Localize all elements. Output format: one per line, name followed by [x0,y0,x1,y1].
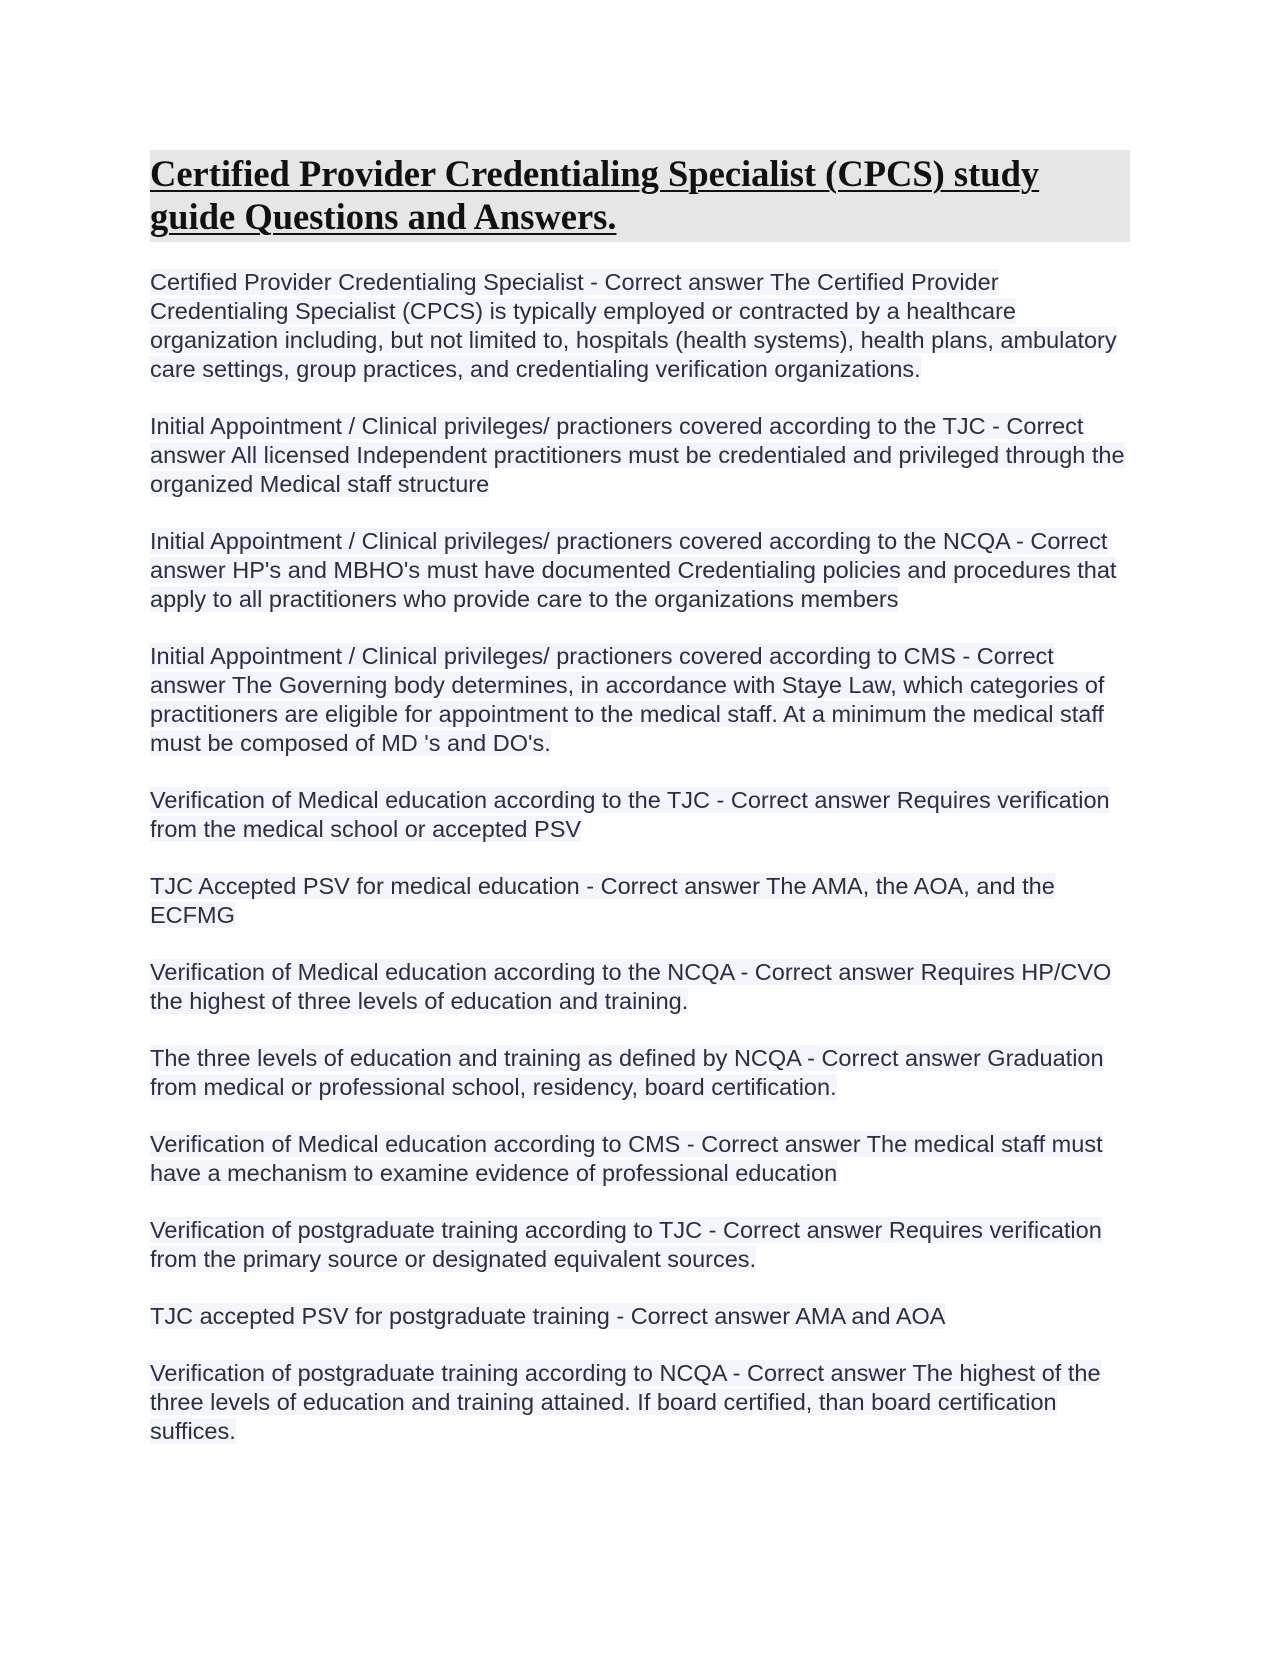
qa-item: TJC Accepted PSV for medical education - Correct answer The AMA, the AOA, and the ECFMG [150,873,1055,928]
qa-item: Verification of Medical education according to the TJC - Correct answer Requires verification from the medical school or accepted PSV [150,787,1110,842]
qa-item: Initial Appointment / Clinical privileges/ practioners covered according to CMS - Correct answer The Governing body determines, in accordance with Staye Law, which categories of practitioners are eligible for appointment to the medical staff. At a minimum the medical staff must be composed of MD 's and DO's. [150,643,1105,756]
qa-item: Verification of postgraduate training according to TJC - Correct answer Requires verification from the primary source or designated equivalent sources. [150,1217,1102,1272]
document-page [150,150,1130,1474]
qa-item: Verification of Medical education according to CMS - Correct answer The medical staff must have a mechanism to examine evidence of professional education [150,1131,1103,1186]
qa-item: Initial Appointment / Clinical privileges/ practioners covered according to the TJC - Correct answer All licensed Independent practitioners must be credentialed and privileged through the organized Medical staff structure [150,413,1125,497]
title-block [150,150,1130,242]
document-title: Certified Provider Credentialing Specialist (CPCS) study guide Questions and Answers. [150,153,1040,237]
qa-item: Initial Appointment / Clinical privileges/ practioners covered according to the NCQA - Correct answer HP's and MBHO's must have documented Credentialing policies and procedures that apply to all practitioners who provide care to the organizations members [150,528,1117,612]
qa-item: TJC accepted PSV for postgraduate training - Correct answer AMA and AOA [150,1303,946,1329]
qa-item: The three levels of education and training as defined by NCQA - Correct answer Graduation from medical or professional school, residency, board certification. [150,1045,1104,1100]
qa-item: Verification of postgraduate training according to NCQA - Correct answer The highest of the three levels of education and training attained. If board certified, than board certification suffices. [150,1360,1101,1444]
qa-item: Certified Provider Credentialing Specialist - Correct answer The Certified Provider Credentialing Specialist (CPCS) is typically employed or contracted by a healthcare organization including, but not limited to, hospitals (health systems), health plans, ambulatory care settings, group practices, and credentialing verification organizations. [150,269,1117,382]
qa-item: Verification of Medical education according to the NCQA - Correct answer Requires HP/CVO the highest of three levels of education and training. [150,959,1112,1014]
